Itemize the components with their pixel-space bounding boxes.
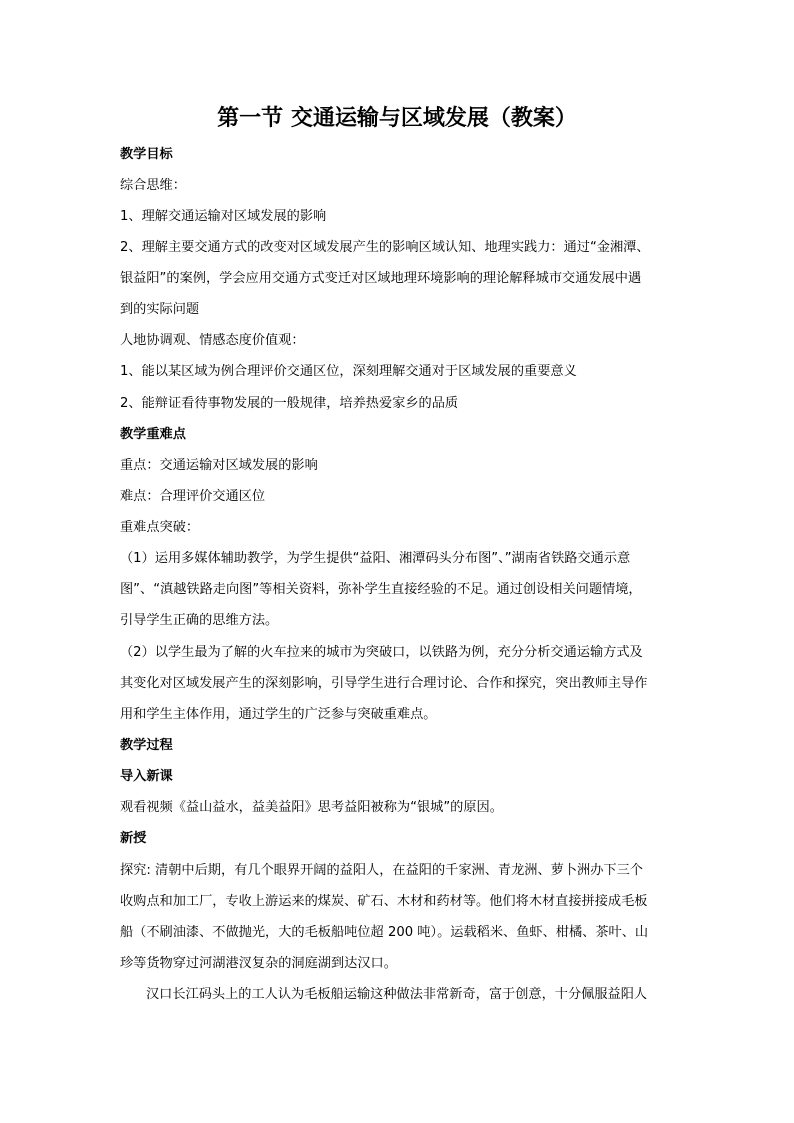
paragraph-line: 船（不刷油漆、不做抛光，大的毛板船吨位超 200 吨）。运载稻米、鱼虾、柑橘、茶叶、山 — [120, 925, 649, 940]
paragraph-line: 汉口长江码头上的工人认为毛板船运输这种做法非常新奇，富于创意，十分佩服益阳人 — [146, 987, 648, 1002]
document-title: 第一节 交通运输与区域发展（教案） — [217, 106, 577, 131]
section-heading-key-points: 教学重难点 — [120, 427, 186, 442]
paragraph-line: 到的实际问题 — [120, 302, 200, 317]
paragraph-line: 引导学生正确的思维方法。 — [120, 613, 279, 628]
paragraph-line: 难点：合理评价交通区位 — [120, 489, 266, 504]
paragraph-line: 2、理解主要交通方式的改变对区域发展产生的影响区域认知、地理实践力：通过“金湘潭、 — [120, 240, 650, 255]
paragraph-line: 重难点突破： — [120, 520, 200, 535]
paragraph-line: 图”、“滇越铁路走向图”等相关资料，弥补学生直接经验的不足。通过创设相关问题情境， — [120, 582, 642, 597]
paragraph-line: 其变化对区域发展产生的深刻影响，引导学生进行合理讨论、合作和探究，突出教师主导作 — [120, 676, 648, 691]
section-heading-objectives: 教学目标 — [120, 147, 173, 162]
paragraph-line: 观看视频《益山益水，益美益阳》思考益阳被称为“银城”的原因。 — [120, 800, 503, 815]
paragraph-line: 人地协调观、情感态度价值观： — [120, 333, 305, 348]
paragraph-line: 1、理解交通运输对区域发展的影响 — [120, 209, 327, 224]
paragraph-line: 收购点和加工厂，专收上游运来的煤炭、矿石、木材和药材等。他们将木材直接拼接成毛板 — [120, 894, 648, 909]
paragraph-line: 银益阳”的案例，学会应用交通方式变迁对区域地理环境影响的理论解释城市交通发展中遇 — [120, 271, 642, 286]
paragraph-line: 探究: 清朝中后期，有几个眼界开阔的益阳人，在益阳的千家洲、青龙洲、萝卜洲办下三个 — [120, 863, 643, 878]
section-heading-new-lesson: 新授 — [120, 831, 147, 846]
paragraph-line: 综合思维： — [120, 178, 186, 193]
paragraph-line: （2）以学生最为了解的火车拉来的城市为突破口，以铁路为例，充分分析交通运输方式及 — [120, 645, 643, 660]
paragraph-line: 2、能辩证看待事物发展的一般规律，培养热爱家乡的品质 — [120, 396, 459, 411]
paragraph-line: 用和学生主体作用，通过学生的广泛参与突破重难点。 — [120, 707, 437, 722]
section-heading-process: 教学过程 — [120, 738, 173, 753]
paragraph-line: 重点：交通运输对区域发展的影响 — [120, 458, 318, 473]
paragraph-line: （1）运用多媒体辅助教学，为学生提供“益阳、湘潭码头分布图”、”湖南省铁路交通示意 — [120, 551, 631, 566]
paragraph-line: 珍等货物穿过河湖港汊复杂的洞庭湖到达汉口。 — [120, 956, 397, 971]
section-heading-intro: 导入新课 — [120, 769, 173, 784]
paragraph-line: 1、能以某区域为例合理评价交通区位，深刻理解交通对于区域发展的重要意义 — [120, 364, 577, 379]
